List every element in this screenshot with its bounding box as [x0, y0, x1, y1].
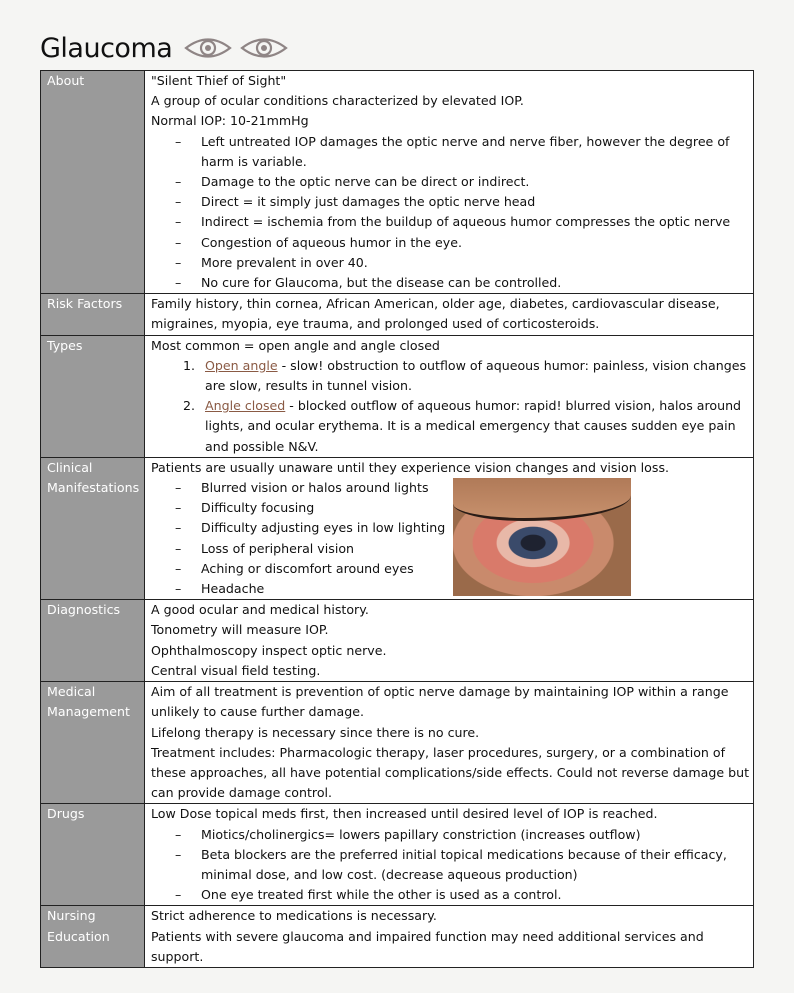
row-content: [145, 457, 754, 599]
list-item: – More prevalent in over 40.: [175, 253, 750, 273]
numbered-list: [151, 356, 750, 457]
line: A good ocular and medical history.: [151, 602, 369, 618]
row-content: [145, 335, 754, 457]
row-label: About: [41, 71, 145, 294]
red-eye-photo: [453, 478, 631, 596]
intro-line: "Silent Thief of Sight": [151, 73, 287, 88]
paragraph: Family history, thin cornea, African American, older age, diabetes, cardiovascular disease, migraines, myopia, eye trauma, and prolonged used of corticosteroids.: [151, 296, 720, 332]
list-item: – Left untreated IOP damages the optic nerve and nerve fiber, however the degree of harm is variable.: [175, 132, 750, 172]
row-content: [145, 294, 754, 335]
row-label: Nursing Education: [41, 906, 145, 968]
row-clinical-manifestations: [41, 457, 754, 599]
type-open-angle-link[interactable]: Open angle: [205, 357, 278, 373]
paragraph: Strict adherence to medications is necessary.: [151, 908, 437, 924]
intro-line: Patients are usually unaware until they experience vision changes and vision loss.: [151, 459, 670, 475]
bullet-list: [151, 478, 750, 599]
line: Ophthalmoscopy inspect optic nerve.: [151, 642, 387, 658]
row-diagnostics: [41, 600, 754, 682]
list-item: – Indirect = ischemia from the buildup of aqueous humor compresses the optic nerve: [175, 212, 750, 232]
page-title: Glaucoma: [40, 32, 173, 64]
list-item: [199, 396, 750, 457]
line: Tonometry will measure IOP.: [151, 622, 329, 638]
list-item: [199, 356, 750, 396]
row-about: [41, 71, 754, 294]
list-item: – Loss of peripheral vision: [175, 539, 750, 559]
type-desc: - blocked outflow of aqueous humor: rapid! blurred vision, halos around lights, and ocular erythema. It is a medical emergency that causes sudden eye pain and possible N&V.: [205, 398, 742, 454]
row-content: [145, 804, 754, 906]
clinical-wrap: [151, 458, 750, 599]
list-item: – Difficulty focusing: [175, 498, 750, 518]
eye-icons: [184, 35, 288, 61]
header: [40, 28, 288, 68]
intro-line: Low Dose topical meds first, then increased until desired level of IOP is reached.: [151, 806, 658, 822]
intro-line: A group of ocular conditions characterized by elevated IOP.: [151, 93, 524, 109]
row-label: Drugs: [41, 804, 145, 906]
eye-icon: [184, 35, 232, 61]
bullet-list: [151, 825, 750, 906]
list-item: – Headache: [175, 579, 750, 599]
row-label: Medical Management: [41, 682, 145, 804]
row-content: [145, 906, 754, 968]
list-item: – Damage to the optic nerve can be direct or indirect.: [175, 172, 750, 192]
type-desc: - slow! obstruction to outflow of aqueous humor: painless, vision changes are slow, results in tunnel vision.: [205, 357, 747, 394]
list-item: – Blurred vision or halos around lights: [175, 478, 750, 498]
paragraph: Aim of all treatment is prevention of optic nerve damage by maintaining IOP within a range unlikely to cause further damage.: [151, 684, 729, 720]
type-angle-closed-link[interactable]: Angle closed: [205, 398, 286, 414]
row-content: [145, 682, 754, 804]
row-label: Diagnostics: [41, 600, 145, 682]
row-content: [145, 600, 754, 682]
bullet-list: [151, 132, 750, 294]
eye-icon: [240, 35, 288, 61]
row-drugs: [41, 804, 754, 906]
row-label: Risk Factors: [41, 294, 145, 335]
row-medical-management: [41, 682, 754, 804]
notes-table: [40, 70, 754, 968]
paragraph: Treatment includes: Pharmacologic therapy, laser procedures, surgery, or a combination of these approaches, all have potential complications/side effects. Could not reverse damage but can provide damage control.: [151, 744, 750, 801]
list-item: – Direct = it simply just damages the optic nerve head: [175, 192, 750, 212]
paragraph: Lifelong therapy is necessary since there is no cure.: [151, 724, 480, 740]
row-risk-factors: [41, 294, 754, 335]
intro-line: Most common = open angle and angle closed: [151, 337, 440, 353]
list-item: – Aching or discomfort around eyes: [175, 559, 750, 579]
paragraph: Patients with severe glaucoma and impaired function may need additional services and support.: [151, 928, 704, 964]
row-nursing-education: [41, 906, 754, 968]
list-item: – Difficulty adjusting eyes in low lighting: [175, 518, 750, 538]
list-item: – One eye treated first while the other is used as a control.: [175, 885, 750, 905]
list-item: – Beta blockers are the preferred initial topical medications because of their efficacy, minimal dose, and low cost. (decrease aqueous production): [175, 845, 750, 885]
row-content: [145, 71, 754, 294]
list-item: – No cure for Glaucoma, but the disease can be controlled.: [175, 273, 750, 293]
row-label: Clinical Manifestations: [41, 457, 145, 599]
list-item: – Miotics/cholinergics= lowers papillary constriction (increases outflow): [175, 825, 750, 845]
list-item: – Congestion of aqueous humor in the eye.: [175, 233, 750, 253]
line: Central visual field testing.: [151, 662, 321, 678]
eyelid-shape: [453, 478, 631, 521]
row-types: [41, 335, 754, 457]
intro-line: Normal IOP: 10-21mmHg: [151, 113, 309, 129]
row-label: Types: [41, 335, 145, 457]
